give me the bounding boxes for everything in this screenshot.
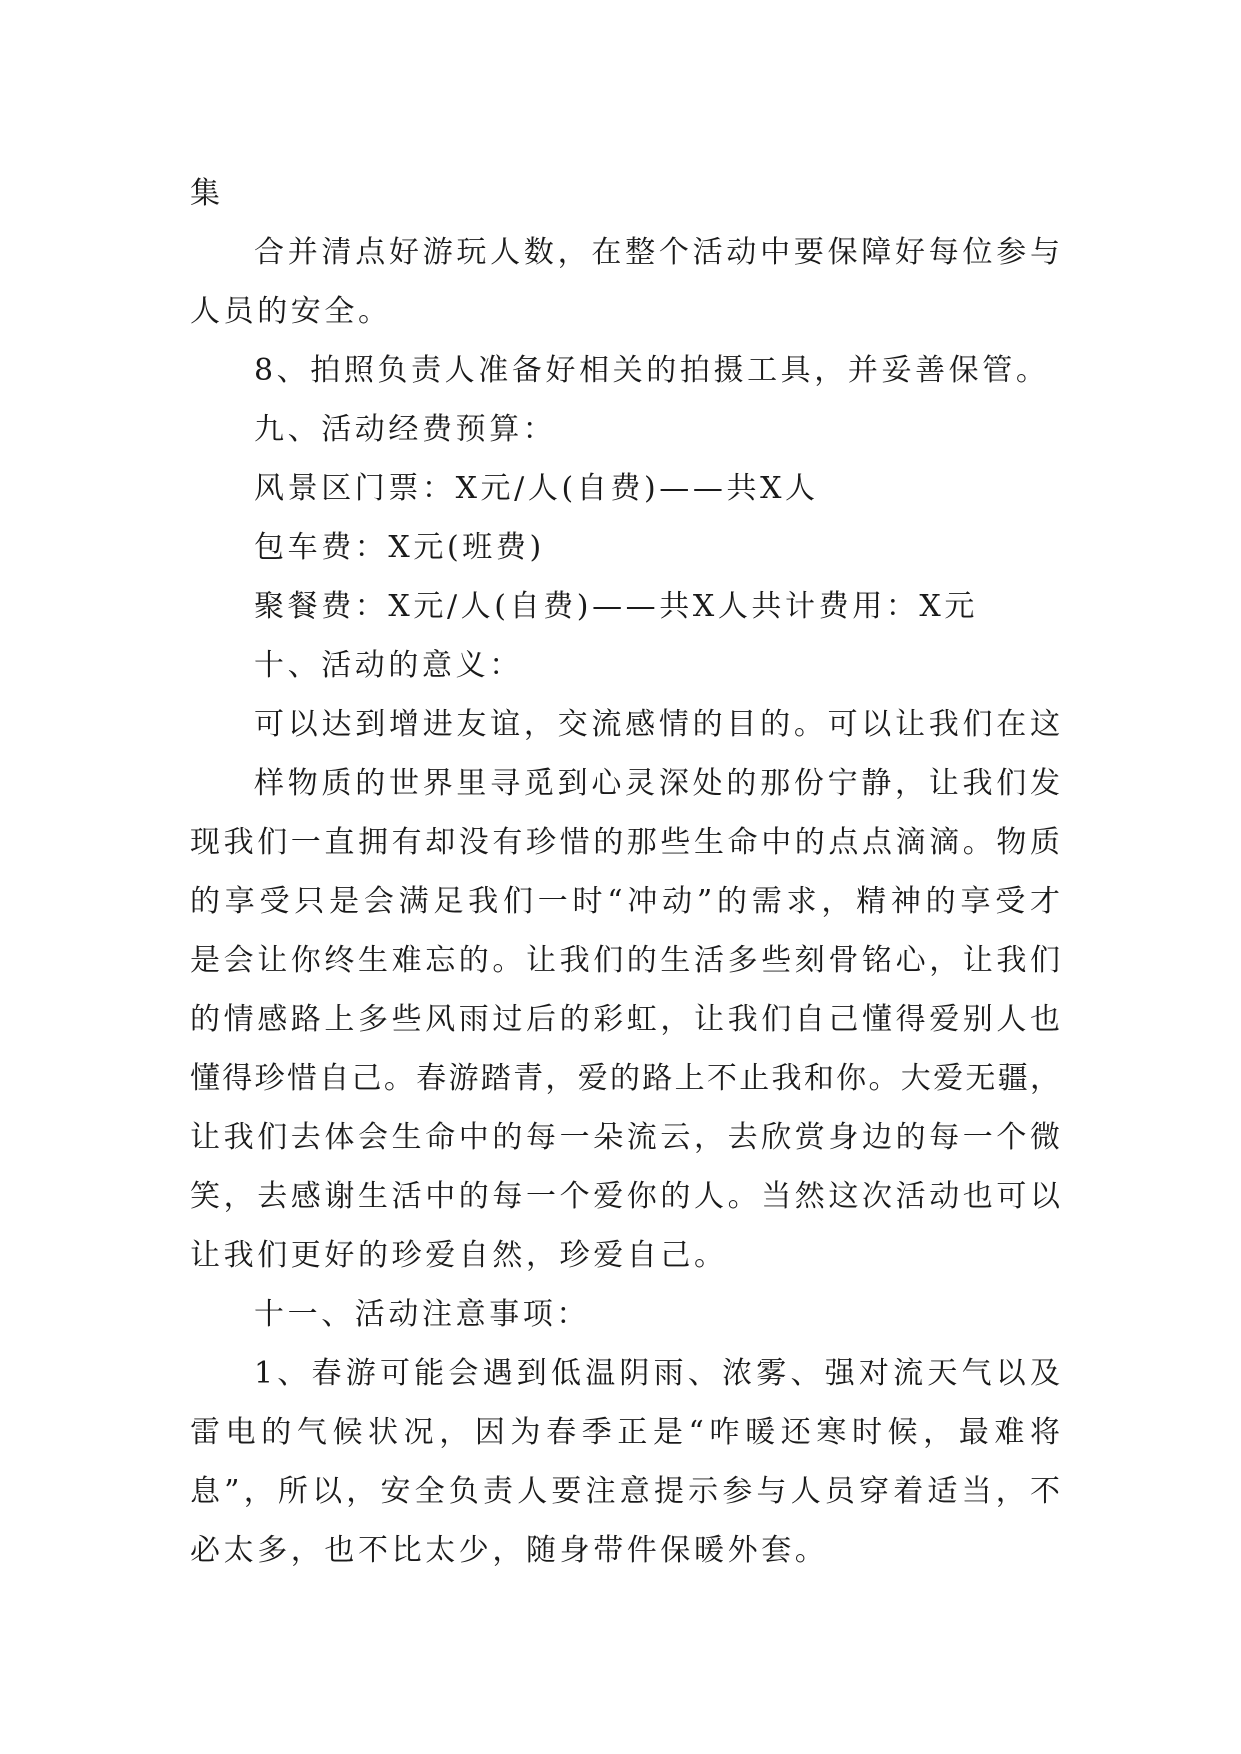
budget-item: 包车费：X元(班费) bbox=[254, 530, 545, 565]
text-line: 让我们去体会生命中的每一朵流云，去欣赏身边的每一个微 bbox=[190, 1120, 1060, 1155]
text-line: 让我们更好的珍爱自然，珍爱自己。 bbox=[190, 1238, 728, 1273]
text-line: 是会让你终生难忘的。让我们的生活多些刻骨铭心，让我们 bbox=[190, 943, 1060, 978]
section-heading: 十一、活动注意事项： bbox=[254, 1297, 590, 1332]
text-line: 8、拍照负责人准备好相关的拍摄工具，并妥善保管。 bbox=[254, 353, 1050, 388]
budget-item: 风景区门票：X元/人(自费)——共X人 bbox=[254, 471, 819, 506]
text-line: 可以达到增进友谊，交流感情的目的。可以让我们在这 bbox=[254, 707, 1060, 742]
text-line: 现我们一直拥有却没有珍惜的那些生命中的点点滴滴。物质 bbox=[190, 825, 1060, 860]
text-line: 人员的安全。 bbox=[190, 294, 392, 329]
text-line: 1、春游可能会遇到低温阴雨、浓雾、强对流天气以及 bbox=[254, 1356, 1060, 1391]
text-line: 合并清点好游玩人数，在整个活动中要保障好每位参与 bbox=[254, 235, 1060, 270]
budget-item: 聚餐费：X元/人(自费)——共X人共计费用：X元 bbox=[254, 589, 978, 624]
text-line: 的享受只是会满足我们一时“冲动”的需求，精神的享受才 bbox=[190, 884, 1060, 919]
text-line: 雷电的气候状况，因为春季正是“咋暖还寒时候，最难将 bbox=[190, 1415, 1060, 1450]
text-line: 必太多，也不比太少，随身带件保暖外套。 bbox=[190, 1533, 829, 1568]
section-heading: 十、活动的意义： bbox=[254, 648, 523, 683]
text-line: 息”，所以，安全负责人要注意提示参与人员穿着适当，不 bbox=[190, 1474, 1060, 1509]
text-line: 的情感路上多些风雨过后的彩虹，让我们自己懂得爱别人也 bbox=[190, 1002, 1060, 1037]
document-body bbox=[190, 164, 1060, 1580]
text-line: 笑，去感谢生活中的每一个爱你的人。当然这次活动也可以 bbox=[190, 1179, 1060, 1214]
section-heading: 九、活动经费预算： bbox=[254, 412, 557, 447]
text-line: 集 bbox=[190, 176, 224, 211]
text-line: 懂得珍惜自己。春游踏青，爱的路上不止我和你。大爱无疆， bbox=[190, 1061, 1060, 1096]
text-line: 样物质的世界里寻觅到心灵深处的那份宁静，让我们发 bbox=[254, 766, 1060, 801]
